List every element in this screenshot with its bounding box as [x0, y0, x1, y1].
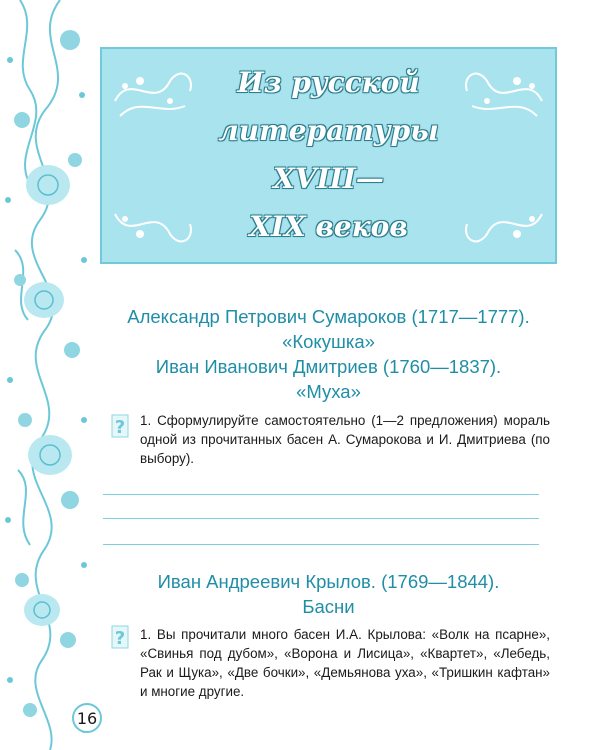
banner-title	[102, 59, 555, 251]
section-heading	[100, 304, 557, 404]
question-mark-icon	[110, 624, 130, 650]
answer-line[interactable]	[103, 518, 539, 519]
question-text: 1. Сформулируйте самостоятельно (1—2 предложения) мораль одной из прочитанных басен А. Сумарокова и И. Дмитриева (по выбору).	[140, 413, 550, 466]
section-heading-line: Иван Андреевич Крылов. (1769—1844).	[157, 571, 500, 592]
question-text: 1. Вы прочитали много басен И.А. Крылова: «Волк на псарне», «Свинья под дубом», «Ворона и Лисица», «Квартет», «Лебедь, Рак и Щука», «Две бочки», «Демьянова уха», «Тришкин кафтан» и многие другие.	[140, 627, 550, 699]
question-mark-icon	[110, 413, 130, 439]
ornamental-border	[0, 0, 92, 750]
section-heading-line: Иван Иванович Дмитриев (1760—1837).	[155, 356, 502, 377]
svg-text:?: ?	[114, 417, 126, 438]
banner-title-line: XIX веков	[249, 210, 408, 243]
banner-title-line: XVIII—	[273, 162, 384, 195]
answer-line[interactable]	[103, 494, 539, 495]
title-banner	[100, 47, 557, 264]
section-heading-line: «Муха»	[296, 381, 361, 402]
section-heading-line: Александр Петрович Сумароков (1717—1777).	[127, 306, 530, 327]
banner-title-line: литературы	[218, 114, 439, 147]
answer-line[interactable]	[103, 544, 539, 545]
section-heading	[100, 569, 557, 619]
page-number: 16	[72, 703, 102, 733]
section-heading-line: Басни	[302, 596, 355, 617]
svg-text:?: ?	[114, 628, 126, 649]
section-heading-line: «Кокушка»	[282, 331, 375, 352]
banner-title-line: Из русской	[237, 66, 420, 99]
floral-ornament-icon	[0, 0, 92, 750]
